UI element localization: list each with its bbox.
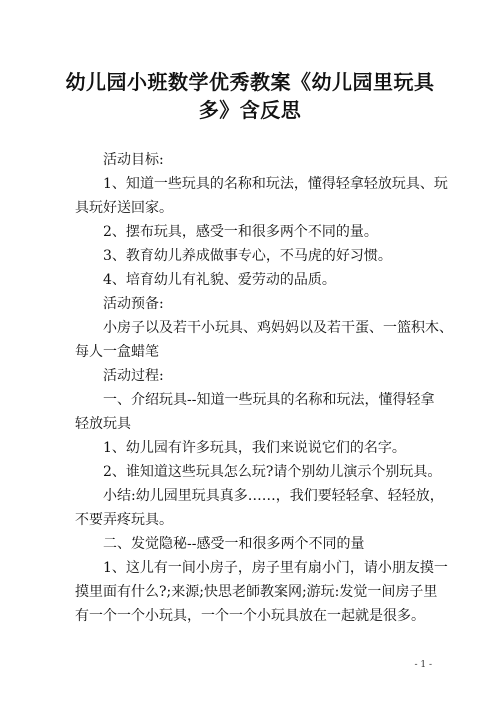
body-line: 有一个一个小玩具，一个一个小玩具放在一起就是很多。 — [75, 608, 425, 624]
page-number: - 1 - — [414, 660, 432, 670]
body-line: 3、教育幼儿养成做事专心，不马虎的好习惯。 — [103, 248, 392, 264]
document-title — [60, 68, 440, 124]
body-line: 具玩好送回家。 — [75, 200, 173, 216]
body-line: 1、幼儿园有许多玩具，我们来说说它们的名字。 — [103, 440, 406, 456]
title-line-2: 多》含反思 — [198, 98, 302, 122]
body-line: 2、谁知道这些玩具怎么玩?请个别幼儿演示个别玩具。 — [103, 464, 442, 480]
body-line: 不要弄疼玩具。 — [75, 512, 173, 528]
body-line: 1、这儿有一间小房子，房子里有扇小门，请小朋友摸一 — [103, 560, 448, 576]
body-line: 2、摆布玩具，感受一和很多两个不同的量。 — [103, 224, 378, 240]
title-line-1: 幼儿园小班数学优秀教案《幼儿园里玩具 — [65, 70, 435, 94]
document-body — [75, 148, 453, 628]
body-line: 活动预备: — [103, 296, 164, 312]
body-line: 4、培育幼儿有礼貌、爱劳动的品质。 — [103, 272, 336, 288]
body-line: 小结:幼儿园里玩具真多……，我们要轻轻拿、轻轻放， — [103, 488, 444, 504]
body-line: 轻放玩具 — [75, 416, 131, 432]
body-line: 一、介绍玩具--知道一些玩具的名称和玩法，懂得轻拿 — [103, 392, 435, 408]
body-line: 摸里面有什么?;来源;快思老師教案网;游玩:发觉一间房子里 — [75, 584, 438, 600]
body-line: 1、知道一些玩具的名称和玩法，懂得轻拿轻放玩具、玩 — [103, 176, 448, 192]
body-line: 活动目标: — [103, 152, 164, 168]
body-line: 活动过程: — [103, 368, 164, 384]
body-line: 每人一盒蜡笔 — [75, 344, 159, 360]
body-line: 二、发觉隐秘--感受一和很多两个不同的量 — [103, 536, 365, 552]
body-line: 小房子以及若干小玩具、鸡妈妈以及若干蛋、一篮积木、 — [103, 320, 453, 336]
